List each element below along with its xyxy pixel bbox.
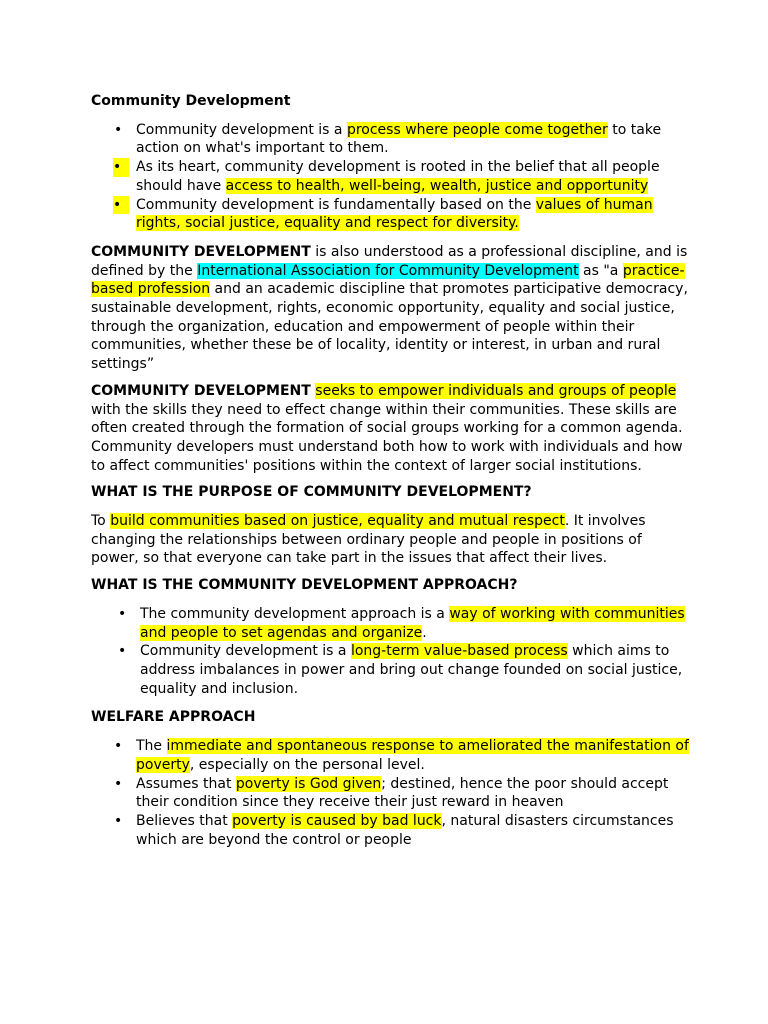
heading-approach: WHAT IS THE COMMUNITY DEVELOPMENT APPROACH? bbox=[91, 577, 518, 594]
list-item bbox=[91, 737, 691, 774]
welfare-bullet-list bbox=[91, 737, 691, 849]
list-item bbox=[91, 196, 691, 233]
bullet-icon: • bbox=[118, 643, 127, 660]
highlighted-text: immediate and spontaneous response to ameliorated the manifestation of poverty bbox=[136, 738, 689, 773]
bold-term: COMMUNITY DEVELOPMENT bbox=[91, 243, 311, 260]
bullet-icon: • bbox=[118, 605, 127, 622]
text: . bbox=[422, 624, 427, 641]
highlighted-text: process where people come together bbox=[346, 121, 608, 138]
text: as "a bbox=[578, 262, 623, 279]
list-item bbox=[91, 605, 691, 642]
list-item bbox=[91, 121, 691, 158]
text: is also understood as a professional discipline, and is defined by the bbox=[91, 243, 688, 279]
text: with the skills they need to effect change within their communities. These skills are often created through the formation of social groups working for a common agenda. Community developers must understand both how to work with individuals and how to affect communities' positions within the context of larger social institutions. bbox=[91, 401, 683, 474]
highlighted-text: practice-based profession bbox=[91, 262, 685, 298]
list-item bbox=[91, 812, 691, 849]
bullet-icon: • bbox=[114, 738, 123, 755]
paragraph-professional-discipline bbox=[91, 243, 691, 374]
text: To bbox=[91, 513, 111, 530]
cyan-highlighted-text: International Association for Community Development bbox=[197, 262, 579, 279]
highlighted-text: access to health, well-being, wealth, justice and opportunity bbox=[225, 177, 649, 194]
text: As its heart, community development is rooted in the belief that all people should have bbox=[136, 159, 660, 194]
bullet-icon: • bbox=[114, 775, 123, 792]
bold-term: COMMUNITY DEVELOPMENT bbox=[91, 382, 311, 399]
bullet-icon: • bbox=[113, 158, 129, 177]
bullet-icon: • bbox=[114, 812, 123, 829]
text: which aims to address imbalances in power and bring out change founded on social justice, equality and inclusion. bbox=[140, 643, 683, 697]
highlighted-text: poverty is God given bbox=[235, 775, 382, 792]
text: . It involves changing the relationships between ordinary people and people in positions of power, so that everyone can take part in the issues that affect their lives. bbox=[91, 513, 646, 567]
text: , especially on the personal level. bbox=[189, 756, 425, 773]
document-title: Community Development bbox=[91, 93, 291, 109]
text: to take action on what's important to them. bbox=[136, 121, 662, 157]
text: Assumes that bbox=[136, 775, 236, 792]
paragraph-purpose bbox=[91, 512, 691, 568]
highlighted-text: values of human rights, social justice, equality and respect for diversity. bbox=[136, 196, 653, 232]
text: The community development approach is a bbox=[140, 605, 450, 622]
text: Community development is fundamentally based on the bbox=[136, 196, 536, 213]
intro-bullet-list bbox=[91, 121, 691, 233]
text: Community development is a bbox=[140, 643, 351, 660]
text: Community development is a bbox=[136, 121, 347, 138]
list-item bbox=[91, 158, 691, 195]
heading-welfare: WELFARE APPROACH bbox=[91, 709, 256, 726]
highlighted-text: way of working with communities and people to set agendas and organize bbox=[140, 605, 685, 641]
list-item bbox=[91, 775, 691, 812]
list-item bbox=[91, 642, 691, 698]
highlighted-text: build communities based on justice, equality and mutual respect bbox=[110, 513, 565, 530]
approach-bullet-list bbox=[91, 605, 691, 699]
document-body bbox=[91, 92, 691, 859]
text: ; destined, hence the poor should accept their condition since they receive their just reward in heaven bbox=[136, 775, 669, 811]
text: and an academic discipline that promotes participative democracy, sustainable development, rights, economic opportunity, equality and social justice, through the organization, education and empowerment of people within their communities, whether these be of locality, identity or interest, in urban and rural settings” bbox=[91, 281, 688, 373]
paragraph-empower bbox=[91, 382, 691, 476]
highlighted-text: seeks to empower individuals and groups of people bbox=[315, 382, 677, 399]
text: Believes that bbox=[136, 812, 233, 829]
bullet-icon: • bbox=[113, 196, 129, 215]
highlighted-text: long-term value-based process bbox=[350, 643, 568, 660]
text: , natural disasters circumstances which are beyond the control or people bbox=[136, 812, 674, 848]
heading-purpose: WHAT IS THE PURPOSE OF COMMUNITY DEVELOPMENT? bbox=[91, 484, 532, 501]
bullet-icon: • bbox=[114, 121, 123, 138]
text: The bbox=[136, 738, 167, 755]
highlighted-text: poverty is caused by bad luck bbox=[232, 812, 442, 829]
